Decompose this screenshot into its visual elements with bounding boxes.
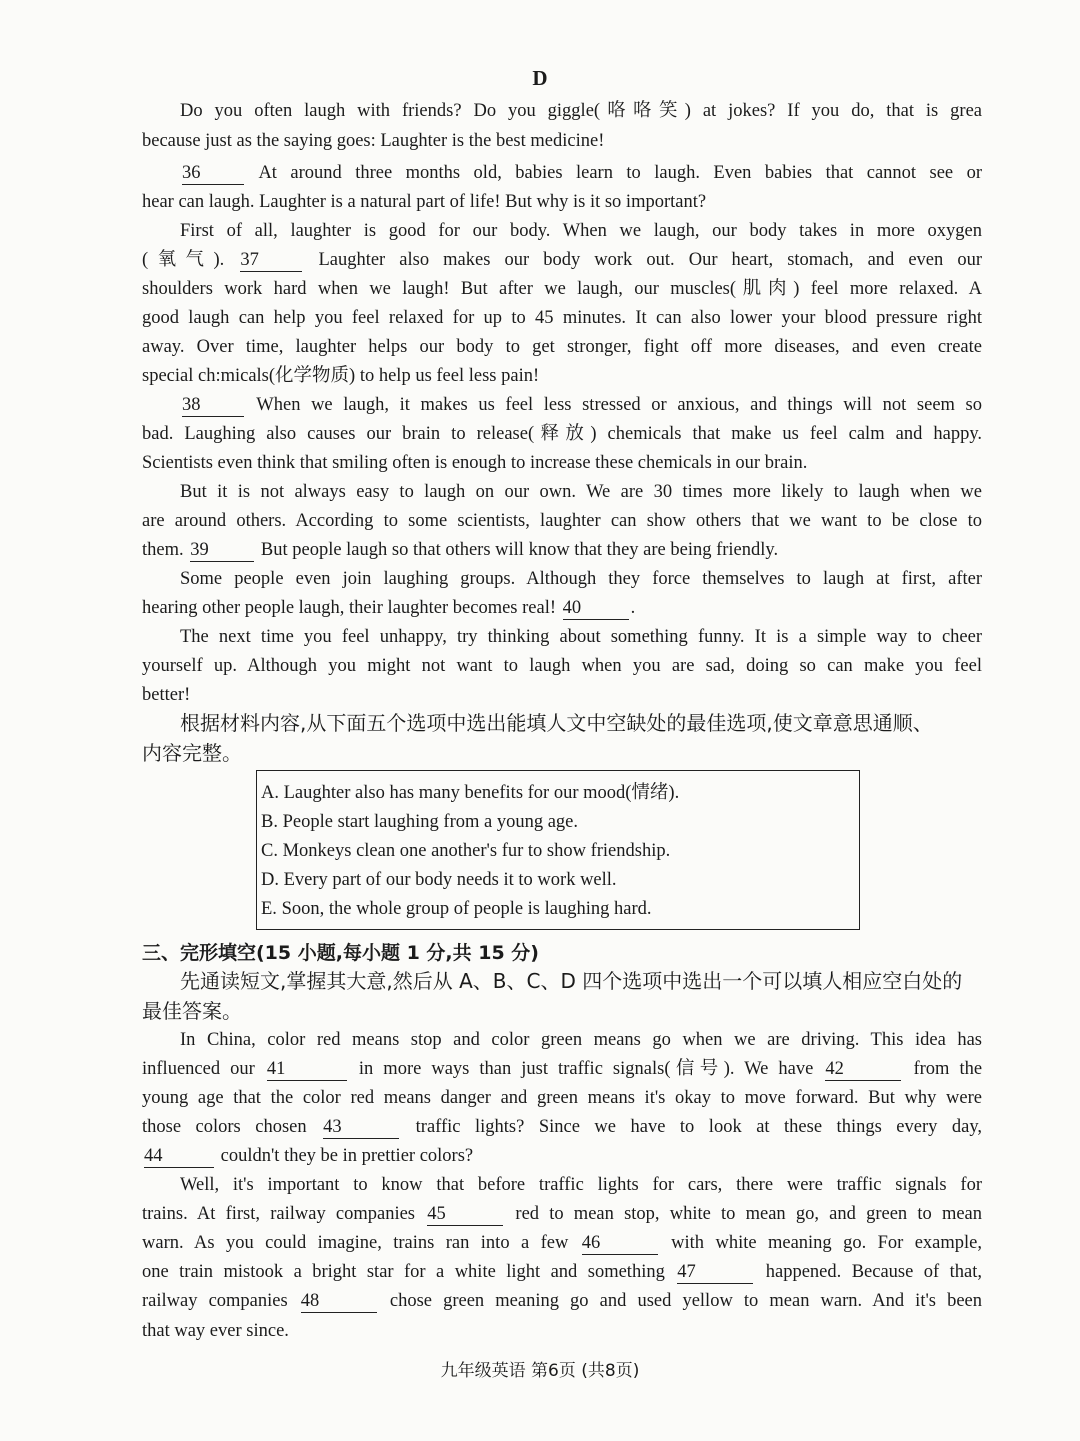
passage-line: 38 When we laugh, it makes us feel less stressed or anxious, and things will not seem so xyxy=(182,395,982,415)
blank-45[interactable]: 45 xyxy=(427,1203,503,1226)
cloze-line: one train mistook a bright star for a white light and something 47 happened. Because of that, xyxy=(142,1262,983,1282)
cloze-line: railway companies 48 chose green meaning go and used yellow to mean warn. And it's been xyxy=(142,1291,983,1311)
cloze-line: Well, it's important to know that before traffic lights for cars, there were traffic signals for xyxy=(180,1175,982,1195)
blank-36[interactable]: 36 xyxy=(182,162,244,185)
passage-line: But it is not always easy to laugh on our own. We are 30 times more likely to laugh when we xyxy=(180,482,982,502)
cloze-line: trains. At first, railway companies 45 red to mean stop, white to mean go, and green to mean xyxy=(142,1204,983,1224)
page-footer: 九年级英语 第6页 (共8页) xyxy=(440,1361,640,1381)
cloze-line: warn. As you could imagine, trains ran into a few 46 with white meaning go. For example, xyxy=(142,1233,983,1253)
passage-line: 36 At around three months old, babies learn to laugh. Even babies that cannot see or xyxy=(182,163,982,183)
passage-line: (氧气). 37 Laughter also makes our body work out. Our heart, stomach, and even our xyxy=(142,250,982,270)
passage-line: them. 39 But people laugh so that others will know that they are being friendly. xyxy=(142,540,779,560)
option-c[interactable]: C. Monkeys clean one another's fur to show friendship. xyxy=(261,841,671,861)
cloze-line: young age that the color red means danger and green means it's okay to move forward. But why were xyxy=(142,1088,982,1108)
passage-line: The next time you feel unhappy, try thinking about something funny. It is a simple way to cheer xyxy=(180,627,982,647)
cloze-line: influenced our 41 in more ways than just traffic signals(信号). We have 42 from the xyxy=(142,1059,983,1079)
option-d[interactable]: D. Every part of our body needs it to work well. xyxy=(261,870,617,890)
passage-line: away. Over time, laughter helps our body to get stronger, fight off more diseases, and even create xyxy=(142,337,982,357)
passage-line: hear can laugh. Laughter is a natural part of life! But why is it so important? xyxy=(142,192,707,212)
passage-line: Scientists even think that smiling often is enough to increase these chemicals in our brain. xyxy=(142,453,808,473)
passage-line: good laugh can help you feel relaxed for up to 45 minutes. It can also lower your blood pressure right xyxy=(142,308,982,328)
blank-42[interactable]: 42 xyxy=(825,1058,901,1081)
blank-40[interactable]: 40 xyxy=(563,597,629,620)
cloze-line: In China, color red means stop and color green means go when we are driving. This idea has xyxy=(180,1030,982,1050)
passage-line: yourself up. Although you might not want to laugh when you are sad, doing so can make you feel xyxy=(142,656,982,676)
passage-line: shoulders work hard when we laugh! But after we laugh, our muscles(肌肉) feel more relaxed. A xyxy=(142,279,982,299)
section-title: 三、完形填空(15 小题,每小题 1 分,共 15 分) xyxy=(142,942,539,964)
cloze-line: that way ever since. xyxy=(142,1321,289,1341)
blank-47[interactable]: 47 xyxy=(677,1261,753,1284)
passage-line: bad. Laughing also causes our brain to release(释放) chemicals that make us feel calm and happy. xyxy=(142,424,982,444)
instruction-line: 根据材料内容,从下面五个选项中选出能填人文中空缺处的最佳选项,使文章意思通顺、 xyxy=(180,711,933,735)
passage-line: First of all, laughter is good for our body. When we laugh, our body takes in more oxygen xyxy=(180,221,982,241)
option-a[interactable]: A. Laughter also has many benefits for our mood(情绪). xyxy=(261,783,680,803)
options-box xyxy=(256,770,860,930)
passage-line: are around others. According to some scientists, laughter can show others that we want to be close to xyxy=(142,511,982,531)
option-b[interactable]: B. People start laughing from a young age. xyxy=(261,812,579,832)
passage-line: because just as the saying goes: Laughter is the best medicine! xyxy=(142,131,605,151)
blank-39[interactable]: 39 xyxy=(190,539,254,562)
blank-38[interactable]: 38 xyxy=(182,394,244,417)
blank-48[interactable]: 48 xyxy=(301,1290,377,1313)
blank-44[interactable]: 44 xyxy=(144,1145,214,1168)
cloze-line: those colors chosen 43 traffic lights? Since we have to look at these things every day, xyxy=(142,1117,982,1137)
passage-line: Do you often laugh with friends? Do you giggle(咯咯笑) at jokes? If you do, that is grea xyxy=(180,101,982,121)
passage-heading: D xyxy=(532,66,548,90)
passage-line: better! xyxy=(142,685,191,705)
blank-41[interactable]: 41 xyxy=(267,1058,347,1081)
blank-46[interactable]: 46 xyxy=(582,1232,658,1255)
passage-line: Some people even join laughing groups. Although they force themselves to laugh at first, after xyxy=(180,569,982,589)
blank-43[interactable]: 43 xyxy=(323,1116,399,1139)
blank-37[interactable]: 37 xyxy=(240,249,302,272)
instruction-line: 内容完整。 xyxy=(142,741,242,765)
passage-line: hearing other people laugh, their laughter becomes real! 40 . xyxy=(142,598,636,618)
instruction-line: 最佳答案。 xyxy=(142,999,242,1023)
instruction-line: 先通读短文,掌握其大意,然后从 A、B、C、D 四个选项中选出一个可以填人相应空白处的 xyxy=(180,969,963,993)
passage-line: special ch:micals(化学物质) to help us feel less pain! xyxy=(142,366,540,386)
option-e[interactable]: E. Soon, the whole group of people is laughing hard. xyxy=(261,899,652,919)
cloze-line: 44 couldn't they be in prettier colors? xyxy=(144,1146,474,1166)
